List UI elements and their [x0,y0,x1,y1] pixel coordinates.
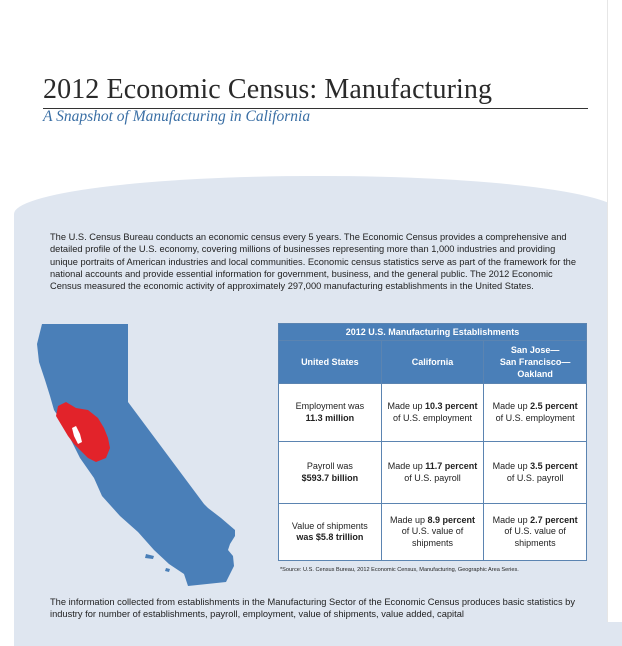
bottom-paragraph: The information collected from establishments in the Manufacturing Sector of the Economic Census produces basic statistics by industry for number of establishments, payroll, employment, value of shipments, value added, capital [50,597,576,620]
header-california: California [381,341,484,384]
cell-ca-employment: Made up 10.3 percent of U.S. employment [381,384,484,442]
table-row [279,384,587,442]
establishments-table-container [278,323,588,561]
table-row [279,504,587,561]
cell-ca-shipments: Made up 8.9 percent of U.S. value of shipments [381,504,484,561]
page-subtitle: A Snapshot of Manufacturing in California [43,108,311,125]
header-united-states: United States [279,341,382,384]
cell-sj-payroll: Made up 3.5 percent of U.S. payroll [484,442,587,504]
cell-sj-employment: Made up 2.5 percent of U.S. employment [484,384,587,442]
california-state-shape [37,324,235,586]
cell-us-employment: Employment was 11.3 million [279,384,382,442]
page-title: 2012 Economic Census: Manufacturing [43,72,588,109]
california-map [36,318,266,590]
cell-us-payroll: Payroll was $593.7 billion [279,442,382,504]
source-note: *Source: U.S. Census Bureau, 2012 Economic Census, Manufacturing, Geographic Area Series. [280,567,519,573]
table-header-row [279,341,587,384]
intro-paragraph: The U.S. Census Bureau conducts an economic census every 5 years. The Economic Census provides a comprehensive and detailed profile of the U.S. economy, covering millions of businesses representing more than 1,000 industries and providing unique portraits of American industries and local communities. Economic census statistics serve as part of the framework for the national accounts and provide essential information for government, business, and the general public. The 2012 Economic Census measured the economic activity of approximately 297,000 manufacturing establishments in the United States. [50,232,577,292]
header-san-jose-region: San Jose— San Francisco— Oakland [484,341,587,384]
table-caption: 2012 U.S. Manufacturing Establishments [279,324,587,341]
page-edge [607,0,622,622]
cell-ca-payroll: Made up 11.7 percent of U.S. payroll [381,442,484,504]
establishments-table [278,323,587,561]
channel-island-2 [165,568,170,572]
table-row [279,442,587,504]
cell-sj-shipments: Made up 2.7 percent of U.S. value of shipments [484,504,587,561]
channel-island-1 [145,554,154,559]
title-block [43,72,588,109]
cell-us-shipments: Value of shipments was $5.8 trillion [279,504,382,561]
